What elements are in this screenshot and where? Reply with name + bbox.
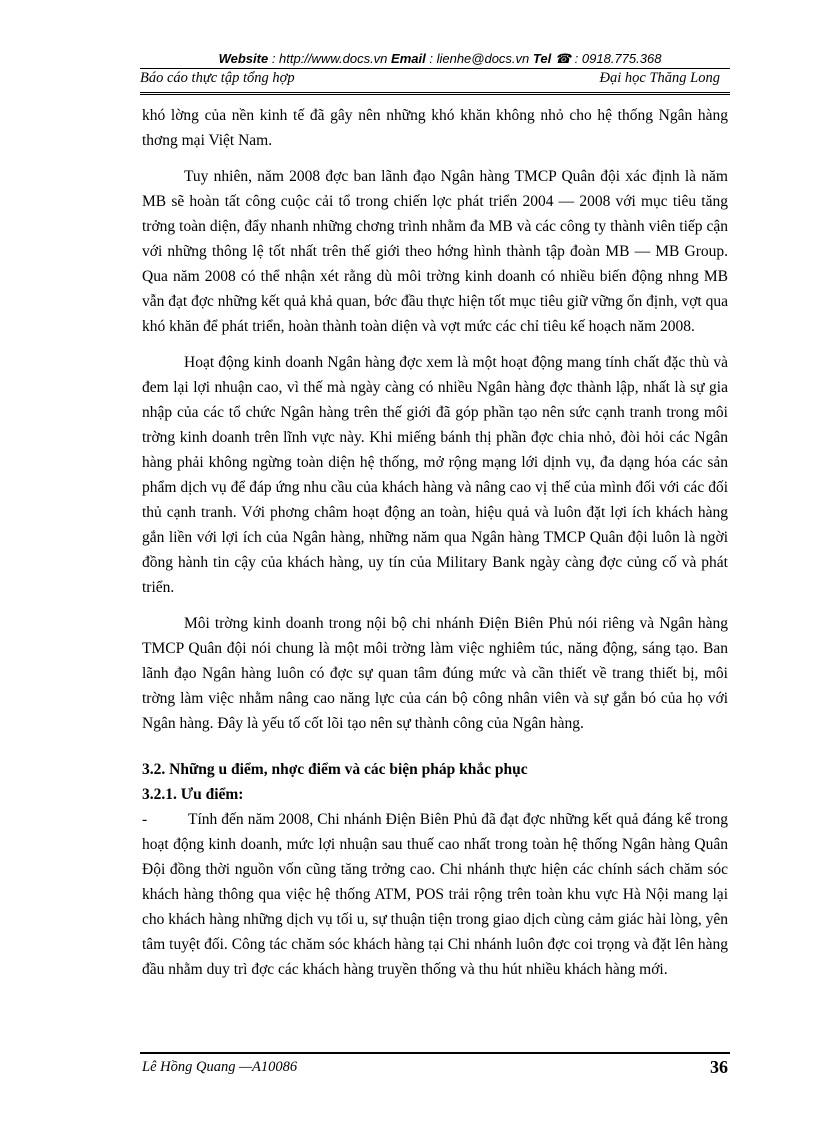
paragraph-2008-strategy: Tuy nhiên, năm 2008 đợc ban lãnh đạo Ngân hàng TMCP Quân đội xác định là năm MB sẽ hoàn tất công cuộc cải tổ trong chiến lợc phát triển 2004 — 2008 với mục tiêu tăng trởng toàn diện, đẩy nhanh những chơng trình nhằm đa MB và các công ty thành viên tiếp cận với những thông lệ tốt nhất trên thế giới theo hớng hình thành tập đoàn MB — MB Group. Qua năm 2008 có thể nhận xét rằng dù môi trờng kinh doanh có nhiều biến động nhng MB vẫn đạt đợc những kết quả khả quan, bớc đầu thực hiện tốt mục tiêu giữ vững ổn định, vợt qua khó khăn để phát triển, hoàn thành toàn diện và vợt mức các chỉ tiêu kế hoạch năm 2008. (142, 168, 728, 335)
footer-author: Lê Hồng Quang —A10086 (142, 1059, 298, 1075)
website-value: : http://www.docs.vn (271, 51, 388, 66)
page-number: 36 (710, 1057, 728, 1077)
website-label: Website (218, 51, 269, 66)
footer-rule (140, 1052, 730, 1054)
header-rule-top (140, 68, 730, 69)
paragraph-continued: khó lờng của nền kinh tế đã gây nên những khó khăn không nhỏ cho hệ thống Ngân hàng thơng mại Việt Nam. (142, 107, 728, 149)
subsection-heading: 3.2.1. Ưu điểm: (142, 786, 244, 803)
email-label: Email (391, 51, 426, 66)
header-report-title: Báo cáo thực tập tổng hợp (140, 70, 295, 86)
section-heading: 3.2. Những u điểm, nhợc điểm và các biện pháp khắc phục (142, 761, 528, 778)
phone-icon: ☎ (554, 51, 572, 66)
bullet-dash: - (142, 811, 148, 828)
header-university: Đại học Thăng Long (599, 70, 720, 86)
website-banner (140, 51, 740, 67)
paragraph-work-environment: Môi trờng kinh doanh trong nội bộ chi nhánh Điện Biên Phủ nói riêng và Ngân hàng TMCP Quân đội nói chung là một môi trờng làm việc nghiêm túc, năng động, sáng tạo. Ban lãnh đạo Ngân hàng luôn có đợc sự quan tâm đúng mức và cần thiết về trang thiết bị, môi trờng làm việc nhằm nâng cao năng lực của cán bộ công nhân viên và sự gắn bó của họ với Ngân hàng. Đây là yếu tố cốt lõi tạo nên sự thành công của Ngân hàng. (142, 615, 728, 732)
bullet-paragraph (142, 807, 728, 982)
tel-value: : 0918.775.368 (574, 51, 662, 66)
tel-label: Tel (532, 51, 552, 66)
document-body (142, 103, 728, 982)
bullet-text: Tính đến năm 2008, Chi nhánh Điện Biên Phủ đã đạt đợc những kết quả đáng kể trong hoạt động kinh doanh, mức lợi nhuận sau thuế cao nhất trong toàn hệ thống Ngân hàng Quân Đội đồng thời nguồn vốn cũng tăng trởng cao. Chi nhánh thực hiện các chính sách chăm sóc khách hàng thông qua việc hệ thống ATM, POS trải rộng trên toàn khu vực Hà Nội mang lại cho khách hàng những dịch vụ tối u, sự thuận tiện trong giao dịch cùng cảm giác hài lòng, yên tâm tuyệt đối. Công tác chăm sóc khách hàng tại Chi nhánh luôn đợc coi trọng và đặt lên hàng đầu nhằm duy trì đợc các khách hàng truyền thống và thu hút nhiều khách hàng mới. (142, 811, 728, 978)
paragraph-banking-activity: Hoạt động kinh doanh Ngân hàng đợc xem là một hoạt động mang tính chất đặc thù và đem lại lợi nhuận cao, vì thế mà ngày càng có nhiều Ngân hàng đợc thành lập, nhất là sự gia nhập của các tổ chức Ngân hàng trên thế giới đã góp phần tạo nên sức cạnh tranh trong môi trờng kinh doanh trên lĩnh vực này. Khi miếng bánh thị phần đợc chia nhỏ, đòi hỏi các Ngân hàng phải không ngừng toàn diện hệ thống, mở rộng mạng lới dịnh vụ, đa dạng hóa các sản phẩm dịch vụ để đáp ứng nhu cầu của khách hàng và nâng cao vị thế của mình đối với các đối thủ cạnh tranh. Với phơng châm hoạt động an toàn, hiệu quả và luôn đặt lợi ích khách hàng gắn liền với lợi ích của Ngân hàng, những năm qua Ngân hàng TMCP Quân đội luôn là ngời đồng hành tin cậy của khách hàng, uy tín của Military Bank ngày càng đợc củng cố và phát triển. (142, 354, 728, 596)
header-rule-bottom (140, 92, 730, 95)
email-value: : lienhe@docs.vn (429, 51, 530, 66)
